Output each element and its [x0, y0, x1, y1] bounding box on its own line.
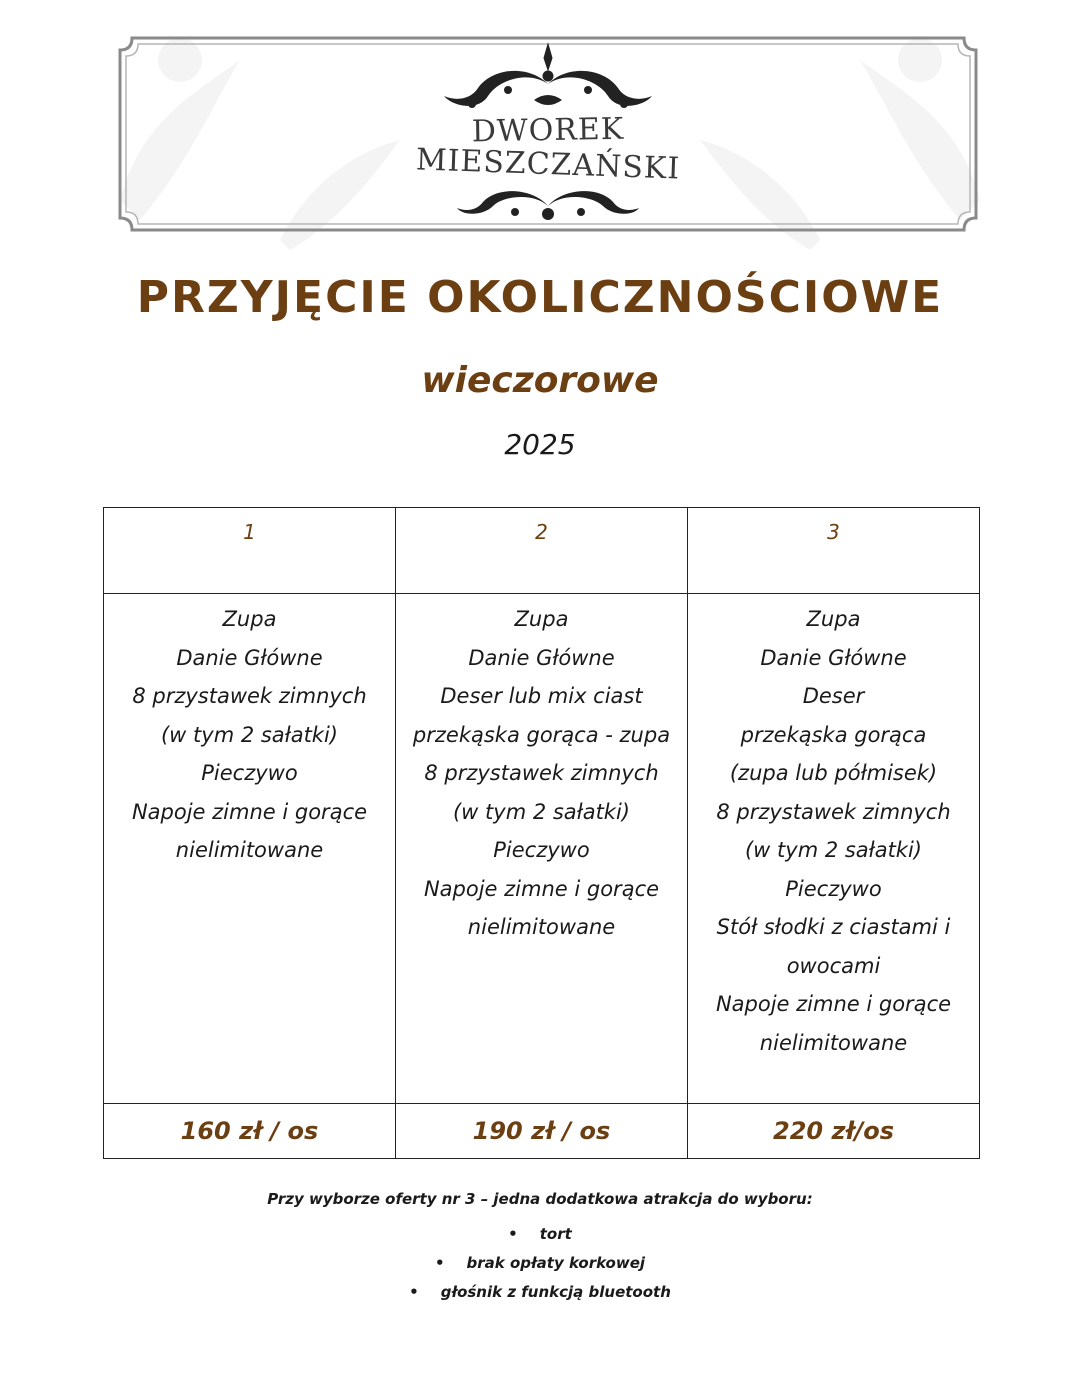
logo-wordmark	[118, 111, 978, 187]
offer-item: (w tym 2 sałatki)	[452, 799, 630, 824]
offer-item: 8 przystawek zimnych	[132, 684, 367, 708]
ornament-top-icon	[438, 40, 658, 116]
offer-item: Pieczywo	[493, 838, 590, 862]
offer-item: (zupa lub półmisek)	[729, 761, 938, 785]
offer-item: (w tym 2 sałatki)	[744, 838, 922, 862]
offer-2-items	[396, 594, 688, 1104]
logo-line-2: MIESZCZAŃSKI	[415, 142, 681, 187]
offer-3-items	[688, 594, 980, 1104]
extras-list	[0, 1220, 1080, 1307]
bullet-icon: •	[508, 1225, 518, 1243]
offers-price-row	[104, 1104, 980, 1159]
logo-line-1: DWOREK	[471, 111, 625, 150]
offer-2-price: 190 zł / os	[396, 1104, 688, 1159]
offer-3-number: 3	[688, 508, 980, 594]
list-item	[0, 1249, 1080, 1278]
offers-table	[103, 507, 980, 1159]
offer-item: nielimitowane	[175, 838, 324, 862]
offer-3-price: 220 zł/os	[688, 1104, 980, 1159]
offer-item: nielimitowane	[759, 1030, 908, 1055]
offers-header-row	[104, 508, 980, 594]
offer-item: (w tym 2 sałatki)	[160, 722, 338, 747]
offer-item: Deser	[802, 684, 865, 708]
offer-item: Danie Główne	[760, 645, 907, 670]
offer-item: przekąska gorąca - zupa	[412, 722, 671, 747]
offer-1-items	[104, 594, 396, 1104]
offer-item: Zupa	[514, 607, 569, 631]
bullet-icon: •	[409, 1283, 419, 1301]
offer-item: Deser lub mix ciast	[440, 684, 643, 708]
offer-item: Zupa	[806, 607, 861, 631]
ornament-bottom-icon	[453, 186, 643, 226]
offer-item: 8 przystawek zimnych	[424, 761, 659, 785]
offers-items-row	[104, 594, 980, 1104]
offer-item: Pieczywo	[201, 761, 298, 785]
offer-item: 8 przystawek zimnych	[716, 799, 951, 824]
offer-item: nielimitowane	[467, 915, 616, 939]
offer-item: Danie Główne	[176, 645, 323, 670]
extra-option: tort	[539, 1225, 572, 1243]
offer-item: Danie Główne	[468, 645, 615, 670]
logo-banner	[118, 36, 978, 232]
page-subtitle: wieczorowe	[421, 360, 659, 401]
list-item	[0, 1220, 1080, 1249]
extra-option: brak opłaty korkowej	[466, 1254, 646, 1272]
list-item	[0, 1278, 1080, 1307]
extra-option: głośnik z funkcją bluetooth	[440, 1283, 671, 1301]
offer-item: przekąska gorąca	[740, 722, 927, 747]
offer-note: Przy wyborze oferty nr 3 – jedna dodatkowa atrakcja do wyboru:	[267, 1190, 813, 1208]
offer-2-number: 2	[396, 508, 688, 594]
offer-item: Napoje zimne i gorące	[715, 992, 952, 1016]
offer-item: owocami	[786, 953, 881, 978]
offer-item: Pieczywo	[785, 876, 882, 901]
offer-1-number: 1	[104, 508, 396, 594]
offer-item: Napoje zimne i gorące	[423, 876, 660, 901]
offer-item: Stół słodki z ciastami i	[716, 915, 951, 939]
offer-item: Zupa	[222, 607, 277, 631]
bullet-icon: •	[434, 1254, 445, 1272]
page-year: 2025	[504, 428, 576, 461]
offer-1-price: 160 zł / os	[104, 1104, 396, 1159]
offer-item: Napoje zimne i gorące	[131, 799, 368, 824]
page-title: PRZYJĘCIE OKOLICZNOŚCIOWE	[136, 272, 944, 323]
